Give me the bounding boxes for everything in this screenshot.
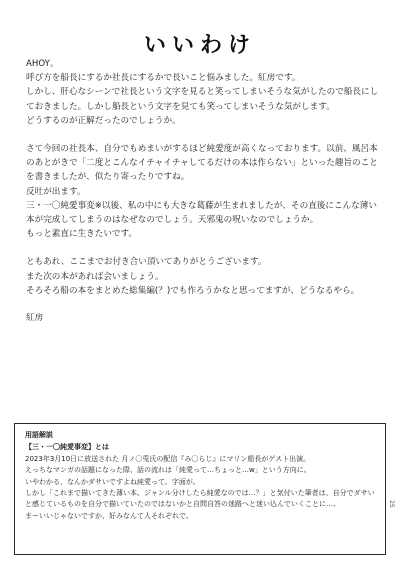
afterword-body [26,57,382,325]
glossary-box [14,423,386,555]
paragraph-intro: AHOY。 呼び方を船長にするか社長にするかで長いこと悩みました。紅房です。 しかし、肝心なシーンで社長という文字を見ると笑ってしまいそうな気がしたので船長にしておきました。しかし船長という文字を見ても笑ってしまいそうな気がします。 どうするのが正解だったのでしょうか。 [26,59,379,126]
author-signature: 紅房 [26,313,44,324]
page-title: いいわけ [143,33,256,58]
paragraph-closing: ともあれ、ここまでお付き合い頂いてありがとうございます。 また次の本があれば会いましょう。 そろそろ船の本をまとめた総集編(？)でも作ろうかなと思ってますが、どうなるやら。 [26,257,360,296]
page-number: 25 [388,500,395,508]
glossary-heading: 用語解説 [25,431,53,439]
glossary-term: 【三・一〇純愛事変】とは [25,443,109,452]
paragraph-main: さて今回の社長本、自分でもめまいがするほど純愛度が高くなっております。以前、風呂本のあとがきで「二度とこんなイチャイチャしてるだけの本は作らない」といった趣旨のことを書きましたが、似たり寄ったりですね。 反吐が出ます。 三・一〇純愛事変※以後、私の中にも大きな葛藤が生まれましたが、その直後にこんな薄い本が完成してしまうのはなぜなのでしょう。天邪鬼の呪いなのでしょうか。 もっと素直に生きたいです。 [26,144,378,240]
glossary-text: 2023年3月10日に放送された 月ノ〇兎氏の配信『み〇らじ』にマリン船長がゲスト出演。 えっちなマンガの話題になった際、話の流れは「純愛って…ちょっと…w」という方向に。 いやわかる、なんかダサいですよね純愛って。字面が。 しかし「これまで描いてきた薄い本、ジャンル分けしたら純愛なのでは…？」と気付いた筆者は、自分でダサいと感じているものを自分で描いていたのではないかと自問自答の迷路へと迷い込んでいくことに…。 まーいいじゃないですか、好みなんて人それぞれで。 [25,454,375,520]
